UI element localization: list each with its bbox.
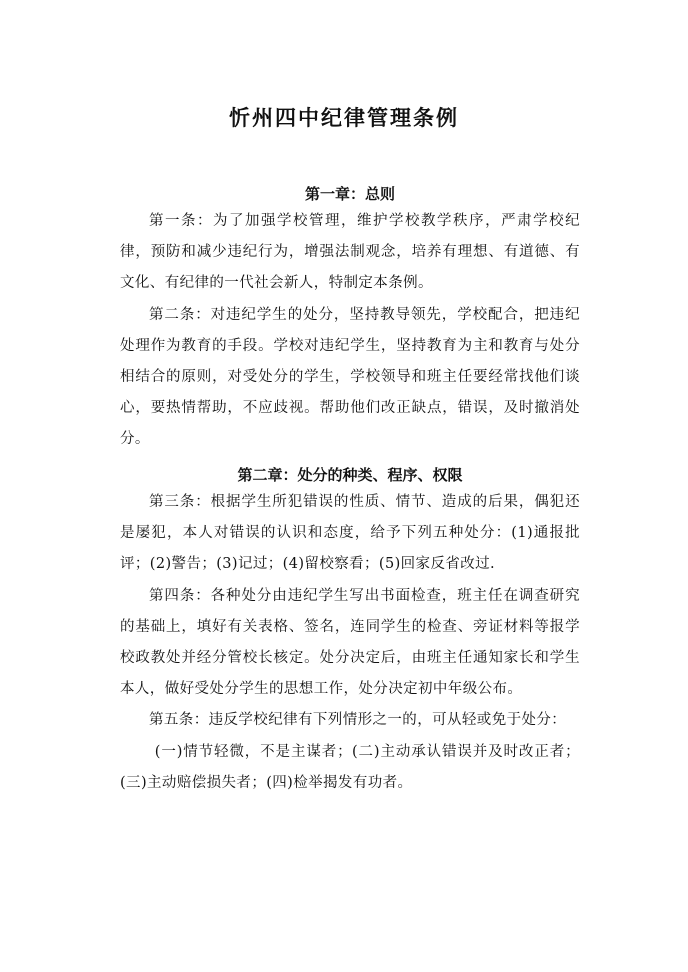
document-title: 忻州四中纪律管理条例 [229,105,459,130]
article-subclauses: (一)情节轻微，不是主谋者；(二)主动承认错误并及时改正者；(三)主动赔偿损失者；(四)检举揭发有功者。 [120,743,580,791]
chapter-heading: 第一章：总则 [304,185,395,203]
article-paragraph: 第二条：对违纪学生的处分，坚持教导领先，学校配合，把违纪处理作为教育的手段。学校对违纪学生，坚持教育为主和教育与处分相结合的原则，对受处分的学生，学校领导和班主任要经常找他们谈心，要热情帮助，不应歧视。帮助他们改正缺点，错误，及时撤消处分。 [120,306,580,448]
chapter-heading: 第二章：处分的种类、程序、权限 [237,466,463,484]
chapter-1 [120,182,580,456]
chapter-2 [120,463,580,799]
article-paragraph: 第一条：为了加强学校管理，维护学校教学秩序，严肃学校纪律，预防和减少违纪行为，增强法制观念，培养有理想、有道德、有文化、有纪律的一代社会新人，特制定本条例。 [120,213,580,292]
article-paragraph: 第三条：根据学生所犯错误的性质、情节、造成的后果，偶犯还是屡犯，本人对错误的认识和态度，给予下列五种处分：(1)通报批评；(2)警告；(3)记过；(4)留校察看；(5)回家反省改过. [120,494,580,573]
article-paragraph: 第五条：违反学校纪律有下列情形之一的，可从轻或免于处分： [149,712,567,729]
article-paragraph: 第四条：各种处分由违纪学生写出书面检查，班主任在调查研究的基础上，填好有关表格、签名，连同学生的检查、旁证材料等报学校政教处并经分管校长核定。处分决定后，由班主任通知家长和学生本人，做好受处分学生的思想工作，处分决定初中年级公布。 [120,587,580,698]
